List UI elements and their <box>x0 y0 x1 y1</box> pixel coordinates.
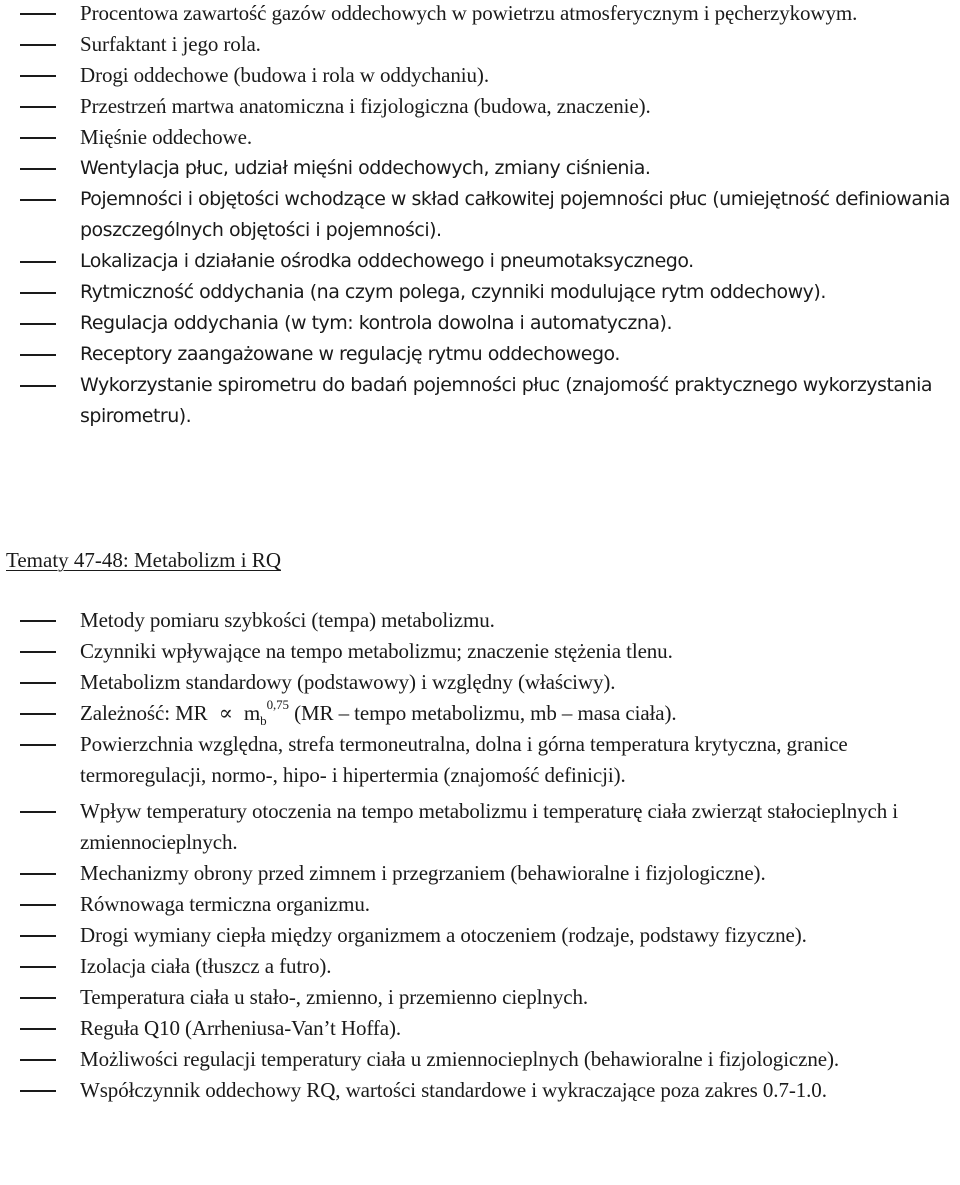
dash-bullet-icon <box>20 997 56 999</box>
list-item <box>0 184 955 246</box>
dash-bullet-icon <box>20 385 56 387</box>
formula-subscript: b <box>260 713 267 729</box>
list-item-text: Receptory zaangażowane w regulację rytmu oddechowego. <box>80 343 620 365</box>
dash-bullet-icon <box>20 75 56 77</box>
list-item <box>0 858 955 889</box>
list-item-text: Regulacja oddychania (w tym: kontrola dowolna i automatyczna). <box>80 312 672 334</box>
formula-base: m <box>243 701 261 725</box>
dash-bullet-icon <box>20 292 56 294</box>
dash-bullet-icon <box>20 13 56 15</box>
list-item-text: Wpływ temperatury otoczenia na tempo metabolizmu i temperaturę ciała zwierząt stałocieplnych i zmiennocieplnych. <box>80 799 898 854</box>
dash-bullet-icon <box>20 354 56 356</box>
dash-bullet-icon <box>20 261 56 263</box>
dash-bullet-icon <box>20 106 56 108</box>
list-item-text: Powierzchnia względna, strefa termoneutralna, dolna i górna temperatura krytyczna, granice termoregulacji, normo-, hipo- i hipertermia (znajomość definicji). <box>80 732 848 787</box>
list-item <box>0 277 955 308</box>
list-item <box>0 60 955 91</box>
dash-bullet-icon <box>20 1059 56 1061</box>
list-item-text: Drogi wymiany ciepła między organizmem a otoczeniem (rodzaje, podstawy fizyczne). <box>80 923 807 947</box>
dash-bullet-icon <box>20 199 56 201</box>
list-item-text: Wentylacja płuc, udział mięśni oddechowych, zmiany ciśnienia. <box>80 157 651 179</box>
metabolism-topic-list <box>0 605 955 1106</box>
list-item-text: Procentowa zawartość gazów oddechowych w powietrzu atmosferycznym i pęcherzykowym. <box>80 1 858 25</box>
dash-bullet-icon <box>20 168 56 170</box>
dash-bullet-icon <box>20 323 56 325</box>
dash-bullet-icon <box>20 44 56 46</box>
list-item-text: Pojemności i objętości wchodzące w skład całkowitej pojemności płuc (umiejętność definiowania poszczególnych objętości i pojemności). <box>80 188 950 241</box>
list-item <box>0 951 955 982</box>
list-item <box>0 729 955 791</box>
list-item <box>0 339 955 370</box>
list-item <box>0 889 955 920</box>
dash-bullet-icon <box>20 713 56 715</box>
formula-item <box>0 698 955 729</box>
list-item-text: Reguła Q10 (Arrheniusa-Van’t Hoffa). <box>80 1016 402 1040</box>
list-item-text: Współczynnik oddechowy RQ, wartości standardowe i wykraczające poza zakres 0.7-1.0. <box>80 1078 827 1102</box>
list-item-text: Temperatura ciała u stało-, zmienno, i przemienno cieplnych. <box>80 985 588 1009</box>
list-item-text: Równowaga termiczna organizmu. <box>80 892 370 916</box>
list-item <box>0 1044 955 1075</box>
list-item <box>0 0 955 29</box>
list-item-text: Lokalizacja i działanie ośrodka oddechowego i pneumotaksycznego. <box>80 250 694 272</box>
formula-exponent: 0,75 <box>266 697 289 712</box>
list-item <box>0 920 955 951</box>
list-item <box>0 91 955 122</box>
dash-bullet-icon <box>20 620 56 622</box>
list-item <box>0 1013 955 1044</box>
list-item <box>0 1075 955 1106</box>
list-item <box>0 308 955 339</box>
list-item <box>0 153 955 184</box>
list-item <box>0 605 955 636</box>
list-item <box>0 122 955 153</box>
dash-bullet-icon <box>20 137 56 139</box>
list-item-text: Wykorzystanie spirometru do badań pojemności płuc (znajomość praktycznego wykorzystania spirometru). <box>80 374 933 427</box>
list-item-text: Przestrzeń martwa anatomiczna i fizjologiczna (budowa, znaczenie). <box>80 94 651 118</box>
dash-bullet-icon <box>20 873 56 875</box>
dash-bullet-icon <box>20 682 56 684</box>
list-item <box>0 246 955 277</box>
list-item-text: Czynniki wpływające na tempo metabolizmu; znaczenie stężenia tlenu. <box>80 639 673 663</box>
proportional-to-icon: ∝ <box>218 701 233 725</box>
dash-bullet-icon <box>20 651 56 653</box>
list-item <box>0 982 955 1013</box>
list-item-text: Drogi oddechowe (budowa i rola w oddychaniu). <box>80 63 489 87</box>
section-heading: Tematy 47-48: Metabolizm i RQ <box>6 548 281 572</box>
dash-bullet-icon <box>20 1090 56 1092</box>
list-item-text: Surfaktant i jego rola. <box>80 32 261 56</box>
dash-bullet-icon <box>20 744 56 746</box>
formula-suffix: (MR – tempo metabolizmu, mb – masa ciała). <box>294 701 677 725</box>
list-item <box>0 636 955 667</box>
list-item <box>0 370 955 432</box>
list-item <box>0 667 955 698</box>
dash-bullet-icon <box>20 1028 56 1030</box>
list-item <box>0 29 955 60</box>
respiration-topic-list <box>0 0 955 432</box>
dash-bullet-icon <box>20 935 56 937</box>
list-item-text: Metody pomiaru szybkości (tempa) metabolizmu. <box>80 608 495 632</box>
list-item-text: Metabolizm standardowy (podstawowy) i względny (właściwy). <box>80 670 616 694</box>
list-item-text: Możliwości regulacji temperatury ciała u zmiennocieplnych (behawioralne i fizjologiczne). <box>80 1047 840 1071</box>
dash-bullet-icon <box>20 811 56 813</box>
formula-prefix: Zależność: MR <box>80 701 208 725</box>
list-item-text: Izolacja ciała (tłuszcz a futro). <box>80 954 332 978</box>
dash-bullet-icon <box>20 904 56 906</box>
list-item-text: Mechanizmy obrony przed zimnem i przegrzaniem (behawioralne i fizjologiczne). <box>80 861 766 885</box>
list-item-text: Rytmiczność oddychania (na czym polega, czynniki modulujące rytm oddechowy). <box>80 281 826 303</box>
list-item-text: Mięśnie oddechowe. <box>80 125 252 149</box>
dash-bullet-icon <box>20 966 56 968</box>
list-item <box>0 796 955 858</box>
